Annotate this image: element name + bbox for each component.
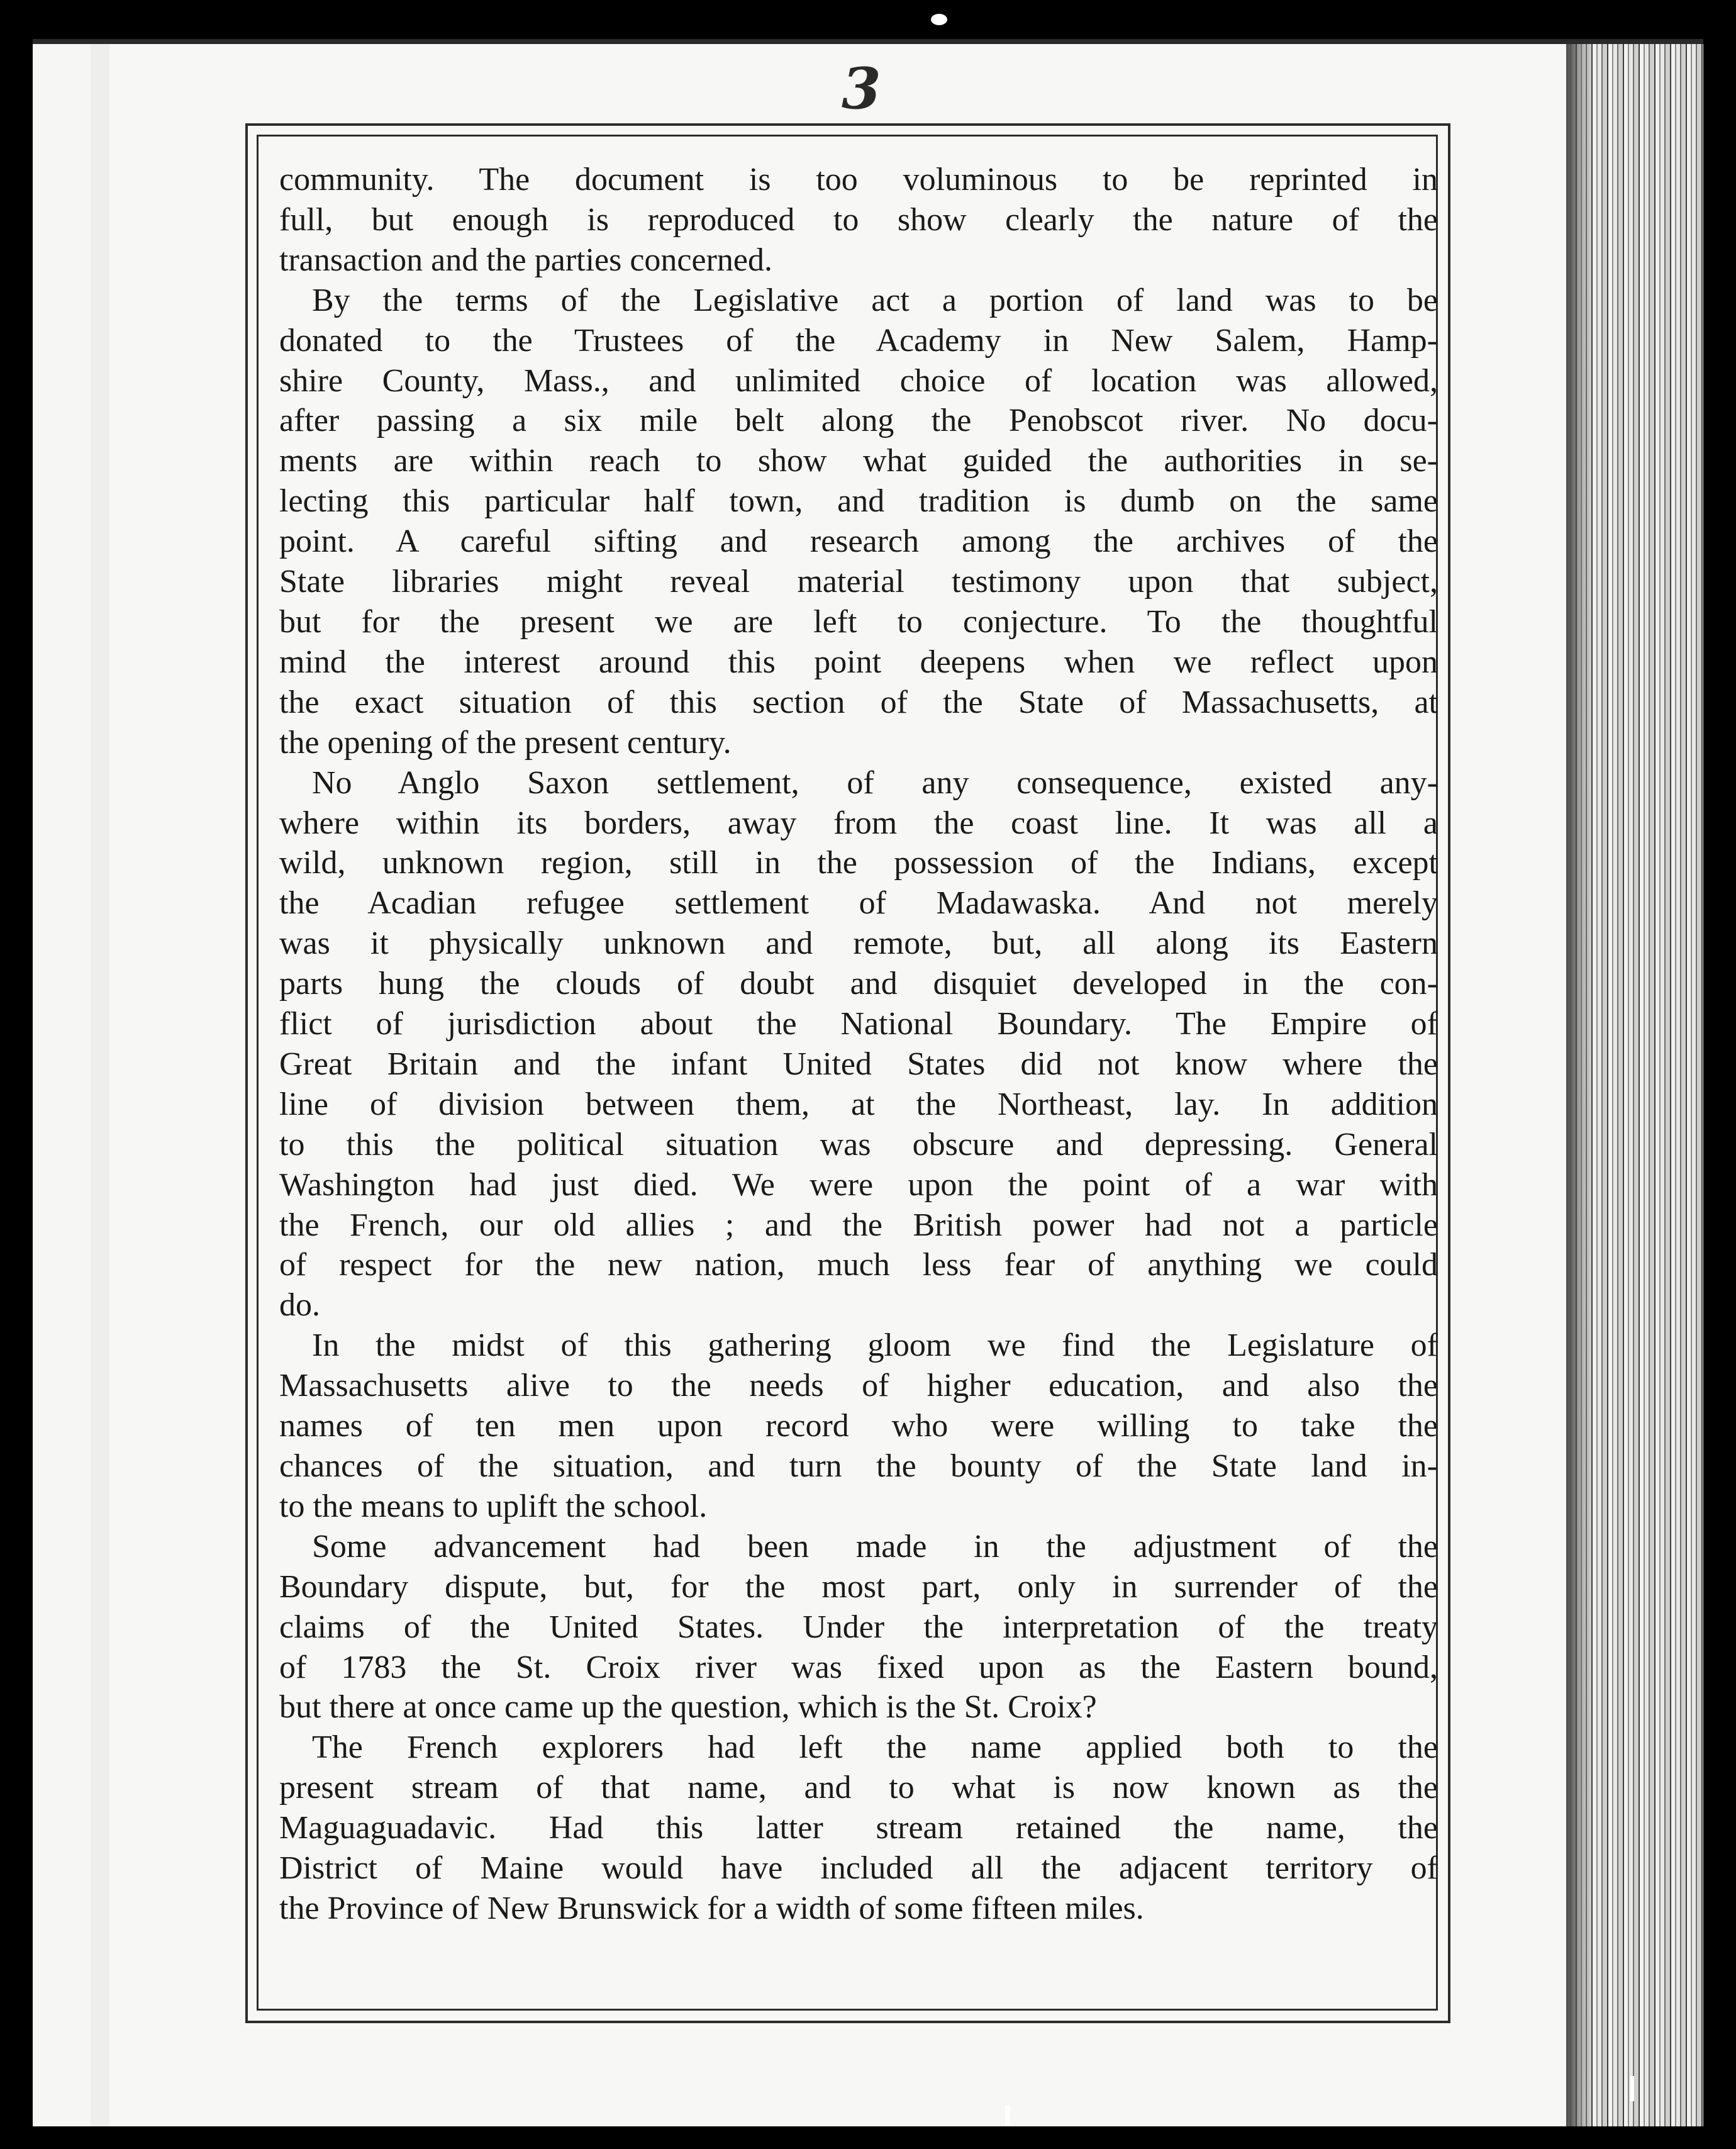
text-line: the Acadian refugee settlement of Madawaska. And not merely (279, 885, 1438, 922)
text-line: No Anglo Saxon settlement, of any consequence, existed any- (312, 764, 1438, 801)
text-line: The French explorers had left the name applied both to the (312, 1729, 1438, 1766)
text-line: flict of jurisdiction about the National Boundary. The Empire of (279, 1006, 1438, 1042)
text-line: do. (279, 1287, 320, 1324)
text-line: District of Maine would have included all the adjacent territory of (279, 1850, 1438, 1887)
text-line: the French, our old allies ; and the British power had not a particle (279, 1207, 1438, 1243)
text-line: names of ten men upon record who were willing to take the (279, 1408, 1438, 1444)
text-line: By the terms of the Legislative act a portion of land was to be (312, 282, 1438, 318)
text-line: of 1783 the St. Croix river was fixed upon as the Eastern bound, (279, 1649, 1438, 1685)
text-line: Massachusetts alive to the needs of higher education, and also the (279, 1368, 1438, 1404)
text-line: Maguaguadavic. Had this latter stream retained the name, the (279, 1810, 1438, 1846)
text-line: line of division between them, at the Northeast, lay. In addition (279, 1086, 1438, 1122)
text-line: but there at once came up the question, which is the St. Croix? (279, 1689, 1097, 1726)
speck-mark (931, 14, 947, 25)
facing-page-edge (33, 39, 97, 2126)
text-line: wild, unknown region, still in the possession of the Indians, except (279, 845, 1438, 881)
text-line: the exact situation of this section of the State of Massachusetts, at (279, 684, 1438, 720)
text-line: claims of the United States. Under the interpretation of the treaty (279, 1609, 1438, 1645)
page-number: 3 (842, 55, 884, 122)
text-line: parts hung the clouds of doubt and disquiet developed in the con- (279, 966, 1438, 1002)
text-line: Boundary dispute, but, for the most part, only in surrender of the (279, 1568, 1438, 1605)
text-line: present stream of that name, and to what is now known as the (279, 1770, 1438, 1806)
text-line: point. A careful sifting and research among the archives of the (279, 523, 1438, 560)
text-line: mind the interest around this point deepens when we reflect upon (279, 644, 1438, 680)
body-text (279, 160, 1438, 1929)
paragraph (279, 763, 1438, 1326)
text-line: donated to the Trustees of the Academy in New Salem, Hamp- (279, 322, 1438, 359)
speck-mark (1005, 2105, 1010, 2126)
text-line: after passing a six mile belt along the Penobscot river. No docu- (279, 403, 1438, 439)
paragraph (279, 281, 1438, 763)
text-line: the opening of the present century. (279, 724, 732, 761)
text-line: full, but enough is reproduced to show clearly the nature of the (279, 201, 1438, 238)
text-line: transaction and the parties concerned. (279, 242, 772, 278)
gutter-shadow (91, 39, 109, 2126)
paragraph (279, 1326, 1438, 1527)
text-line: where within its borders, away from the coast line. It was all a (279, 805, 1438, 841)
text-line: but for the present we are left to conjecture. To the thoughtful (279, 603, 1438, 640)
text-line: lecting this particular half town, and tradition is dumb on the same (279, 483, 1438, 520)
top-edge-rule (33, 39, 1703, 44)
text-line: chances of the situation, and turn the bounty of the State land in- (279, 1448, 1438, 1484)
text-line: the Province of New Brunswick for a width of some fifteen miles. (279, 1890, 1144, 1926)
text-line: to the means to uplift the school. (279, 1488, 708, 1524)
text-line: was it physically unknown and remote, but, all along its Eastern (279, 925, 1438, 962)
text-line: to this the political situation was obscure and depressing. General (279, 1126, 1438, 1163)
text-line: State libraries might reveal material testimony upon that subject, (279, 564, 1438, 600)
paragraph (279, 160, 1438, 281)
text-line: Some advancement had been made in the adjustment of the (312, 1528, 1438, 1565)
speck-mark (1630, 2076, 1634, 2101)
text-line: community. The document is too voluminous to be reprinted in (279, 162, 1438, 198)
text-line: Washington had just died. We were upon the point of a war with (279, 1166, 1438, 1203)
fore-edge-shadow (1566, 39, 1591, 2126)
text-line: ments are within reach to show what guided the authorities in se- (279, 443, 1438, 479)
paragraph (279, 1728, 1438, 1929)
text-line: shire County, Mass., and unlimited choice of location was allowed, (279, 362, 1438, 399)
text-line: of respect for the new nation, much less fear of anything we could (279, 1247, 1438, 1283)
text-line: In the midst of this gathering gloom we find the Legislature of (312, 1327, 1438, 1364)
paragraph (279, 1527, 1438, 1728)
text-line: Great Britain and the infant United States did not know where the (279, 1046, 1438, 1082)
